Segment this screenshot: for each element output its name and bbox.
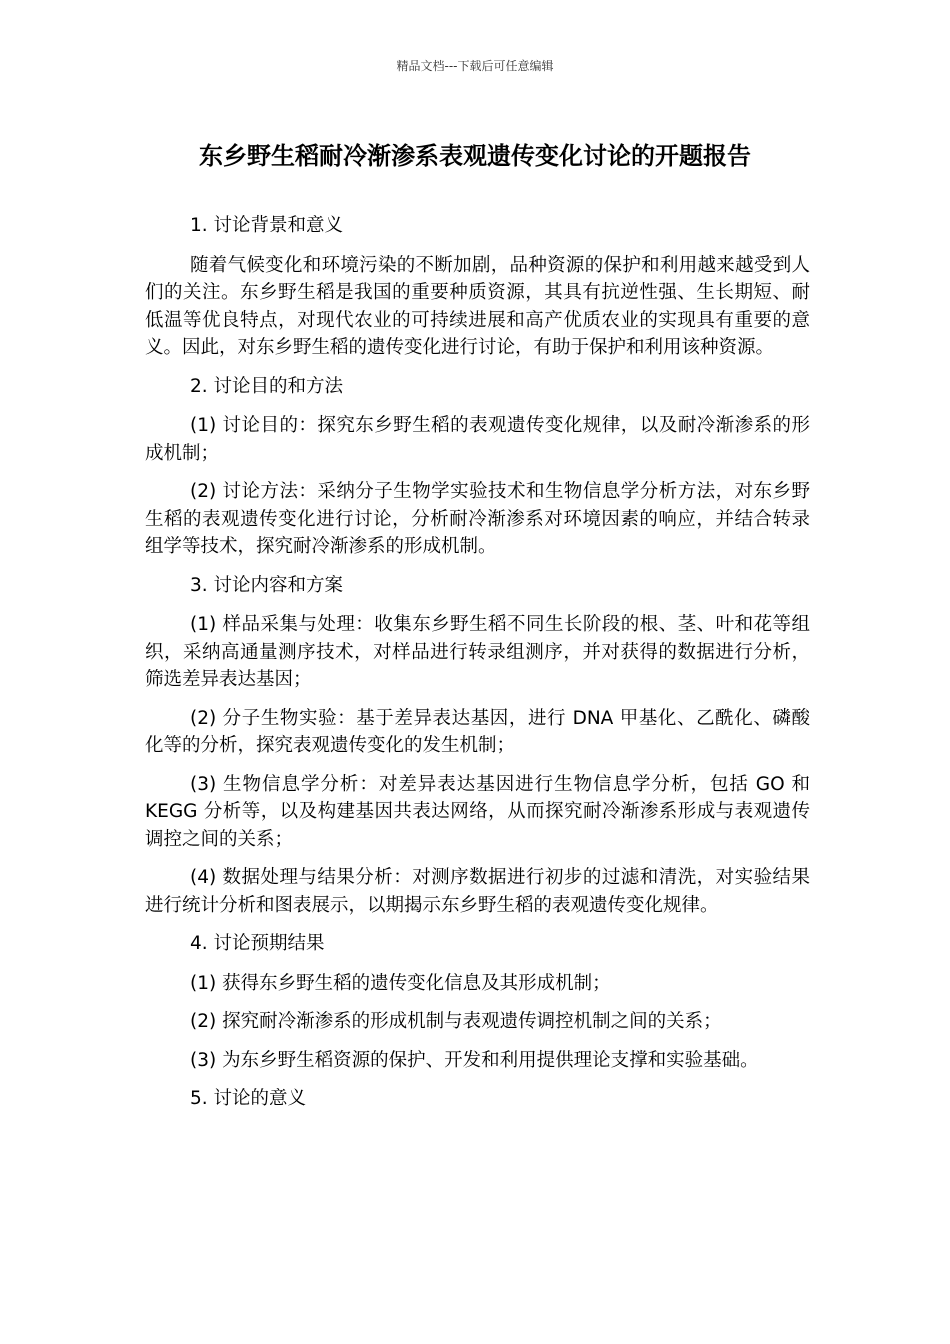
document-title: 东乡野生稻耐冷渐渗系表观遗传变化讨论的开题报告 — [199, 142, 751, 170]
paragraph-result-2: (2) 探究耐冷渐渗系的形成机制与表观遗传调控机制之间的关系； — [190, 1011, 722, 1032]
document-body — [145, 212, 810, 1125]
section-heading-purpose-method: 2. 讨论目的和方法 — [190, 375, 344, 397]
paragraph-purpose: (1) 讨论目的：探究东乡野生稻的表观遗传变化规律，以及耐冷渐渗系的形成机制； — [145, 415, 810, 464]
paragraph-molecular-experiment: (2) 分子生物实验：基于差异表达基因，进行 DNA 甲基化、乙酰化、磷酸化等的分析，探究表观遗传变化的发生机制； — [145, 707, 810, 756]
paragraph-bioinformatics: (3) 生物信息学分析：对差异表达基因进行生物信息学分析，包括 GO 和 KEGG 分析等，以及构建基因共表达网络，从而探究耐冷渐渗系形成与表观遗传调控之间的关系； — [145, 773, 810, 850]
section-heading-background: 1. 讨论背景和意义 — [190, 215, 344, 236]
paragraph-method: (2) 讨论方法：采纳分子生物学实验技术和生物信息学分析方法，对东乡野生稻的表观遗传变化进行讨论，分析耐冷渐渗系对环境因素的响应，并结合转录组学等技术，探究耐冷渐渗系的形成机制。 — [145, 481, 810, 557]
section-heading-significance: 5. 讨论的意义 — [190, 1088, 307, 1109]
paragraph-result-3: (3) 为东乡野生稻资源的保护、开发和利用提供理论支撑和实验基础。 — [190, 1049, 759, 1071]
section-heading-content-plan: 3. 讨论内容和方案 — [190, 574, 344, 596]
section-heading-expected-results: 4. 讨论预期结果 — [190, 933, 325, 954]
header-note: 精品文档---下载后可任意编辑 — [396, 59, 554, 73]
paragraph-result-1: (1) 获得东乡野生稻的遗传变化信息及其形成机制； — [190, 972, 611, 994]
paragraph-data-processing: (4) 数据处理与结果分析：对测序数据进行初步的过滤和清洗，对实验结果进行统计分析和图表展示，以期揭示东乡野生稻的表观遗传变化规律。 — [145, 867, 810, 916]
paragraph-background: 随着气候变化和环境污染的不断加剧，品种资源的保护和利用越来越受到人们的关注。东乡野生稻是我国的重要种质资源，其具有抗逆性强、生长期短、耐低温等优良特点，对现代农业的可持续进展和高产优质农业的实现具有重要的意义。因此，对东乡野生稻的遗传变化进行讨论，有助于保护和利用该种资源。 — [145, 254, 810, 358]
paragraph-sampling: (1) 样品采集与处理：收集东乡野生稻不同生长阶段的根、茎、叶和花等组织，采纳高通量测序技术，对样品进行转录组测序，并对获得的数据进行分析，筛选差异表达基因； — [145, 614, 810, 690]
